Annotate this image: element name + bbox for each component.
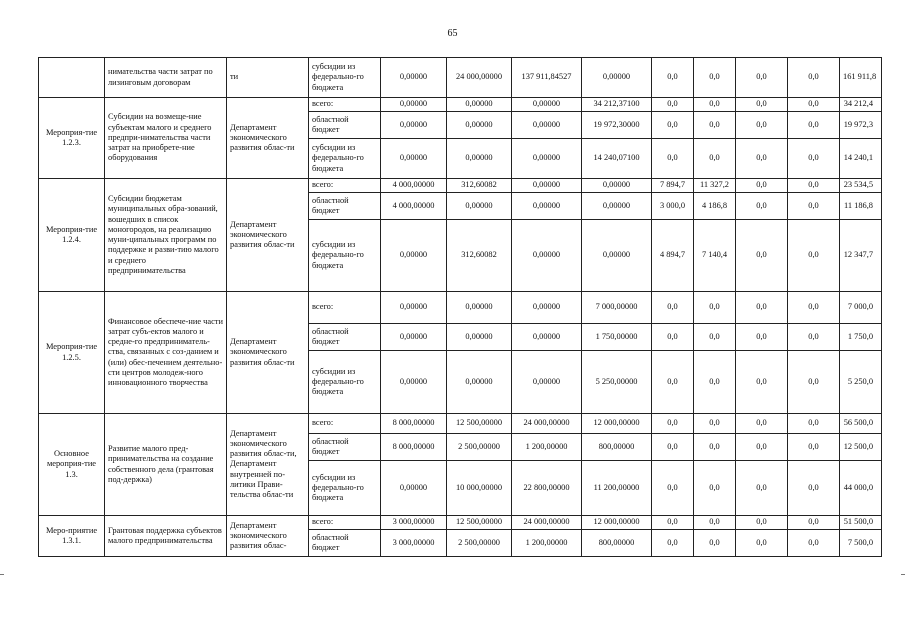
- value-cell: 0,0: [736, 530, 788, 557]
- measure-title-cell: Субсидии на возмеще-ние субъектам малого и среднего предпри-нимательства части затрат на приобрете-ние оборудования: [105, 98, 227, 179]
- total-value-cell: 23 534,5: [840, 179, 882, 193]
- value-cell: 0,00000: [512, 292, 582, 324]
- value-cell: 0,0: [652, 461, 694, 516]
- value-cell: 4 186,8: [694, 193, 736, 220]
- value-cell: 12 000,00000: [582, 516, 652, 530]
- funding-source-cell: областной бюджет: [309, 112, 381, 139]
- value-cell: 0,0: [652, 434, 694, 461]
- funding-source-cell: областной бюджет: [309, 324, 381, 351]
- value-cell: 8 000,00000: [381, 414, 447, 434]
- total-value-cell: 11 186,8: [840, 193, 882, 220]
- table-row: [39, 179, 882, 193]
- value-cell: 137 911,84527: [512, 58, 582, 98]
- total-value-cell: 34 212,4: [840, 98, 882, 112]
- value-cell: 0,0: [652, 351, 694, 414]
- total-value-cell: 5 250,0: [840, 351, 882, 414]
- measure-title-cell: Субсидии бюджетам муниципальных обра-зований, вошедших в список моногородов, на реализацию муни-ципальных программ по поддержке и разви-тию малого и среднего предпринимательства: [105, 179, 227, 292]
- value-cell: 0,0: [694, 139, 736, 179]
- value-cell: 0,0: [652, 414, 694, 434]
- value-cell: 0,0: [652, 516, 694, 530]
- value-cell: 312,60082: [447, 179, 512, 193]
- total-value-cell: 7 000,0: [840, 292, 882, 324]
- funding-source-cell: субсидии из федерально-го бюджета: [309, 461, 381, 516]
- value-cell: 0,00000: [512, 98, 582, 112]
- executor-cell: Департамент экономического развития облас-ти: [227, 98, 309, 179]
- value-cell: 2 500,00000: [447, 434, 512, 461]
- value-cell: 0,0: [788, 434, 840, 461]
- value-cell: 22 800,00000: [512, 461, 582, 516]
- value-cell: 0,0: [736, 112, 788, 139]
- total-value-cell: 161 911,8: [840, 58, 882, 98]
- total-value-cell: 12 500,0: [840, 434, 882, 461]
- value-cell: 24 000,00000: [512, 516, 582, 530]
- value-cell: 10 000,00000: [447, 461, 512, 516]
- total-value-cell: 51 500,0: [840, 516, 882, 530]
- value-cell: 0,00000: [512, 179, 582, 193]
- value-cell: 0,00000: [381, 351, 447, 414]
- value-cell: 0,00000: [381, 98, 447, 112]
- value-cell: 24 000,00000: [512, 414, 582, 434]
- funding-source-cell: областной бюджет: [309, 434, 381, 461]
- value-cell: 0,0: [652, 139, 694, 179]
- value-cell: 0,00000: [381, 58, 447, 98]
- value-cell: 3 000,00000: [381, 530, 447, 557]
- table-row: [39, 516, 882, 530]
- value-cell: 0,0: [788, 193, 840, 220]
- value-cell: 1 200,00000: [512, 530, 582, 557]
- value-cell: 0,0: [694, 58, 736, 98]
- value-cell: 0,0: [736, 461, 788, 516]
- value-cell: 3 000,00000: [381, 516, 447, 530]
- total-value-cell: 19 972,3: [840, 112, 882, 139]
- value-cell: 0,0: [736, 516, 788, 530]
- value-cell: 0,0: [694, 434, 736, 461]
- value-cell: 0,0: [788, 139, 840, 179]
- value-cell: 0,0: [736, 414, 788, 434]
- measure-code-cell: [39, 58, 105, 98]
- value-cell: 0,00000: [582, 220, 652, 292]
- budget-table: [38, 57, 882, 557]
- value-cell: 0,0: [788, 516, 840, 530]
- value-cell: 0,00000: [512, 112, 582, 139]
- measure-title-cell: Развитие малого пред-принимательства на создание собственного дела (грантовая под-держка): [105, 414, 227, 516]
- value-cell: 14 240,07100: [582, 139, 652, 179]
- value-cell: 0,0: [788, 414, 840, 434]
- value-cell: 0,00000: [447, 351, 512, 414]
- measure-code-cell: Меро-приятие 1.3.1.: [39, 516, 105, 557]
- value-cell: 0,0: [736, 292, 788, 324]
- executor-cell: Департамент экономического развития облас-ти: [227, 292, 309, 414]
- value-cell: 12 500,00000: [447, 414, 512, 434]
- value-cell: 0,0: [788, 98, 840, 112]
- funding-source-cell: субсидии из федерально-го бюджета: [309, 351, 381, 414]
- value-cell: 0,0: [736, 434, 788, 461]
- value-cell: 0,0: [736, 193, 788, 220]
- measure-title-cell: нимательства части затрат по лизинговым договорам: [105, 58, 227, 98]
- value-cell: 0,0: [736, 324, 788, 351]
- value-cell: 4 894,7: [652, 220, 694, 292]
- value-cell: 0,0: [694, 324, 736, 351]
- executor-cell: Департамент экономического развития облас-ти, Департамент внутренней по-литики Прави-тельства облас-ти: [227, 414, 309, 516]
- value-cell: 0,0: [788, 58, 840, 98]
- table-row: [39, 414, 882, 434]
- funding-source-cell: субсидии из федерально-го бюджета: [309, 139, 381, 179]
- value-cell: 5 250,00000: [582, 351, 652, 414]
- value-cell: 11 327,2: [694, 179, 736, 193]
- value-cell: 0,0: [652, 112, 694, 139]
- value-cell: 24 000,00000: [447, 58, 512, 98]
- value-cell: 12 500,00000: [447, 516, 512, 530]
- value-cell: 0,0: [694, 461, 736, 516]
- executor-cell: Департамент экономического развития облас-ти: [227, 179, 309, 292]
- total-value-cell: 44 000,0: [840, 461, 882, 516]
- value-cell: 1 750,00000: [582, 324, 652, 351]
- value-cell: 0,0: [788, 112, 840, 139]
- value-cell: 7 000,00000: [582, 292, 652, 324]
- value-cell: 0,0: [788, 351, 840, 414]
- value-cell: 0,00000: [447, 98, 512, 112]
- value-cell: 0,00000: [381, 292, 447, 324]
- value-cell: 0,0: [694, 530, 736, 557]
- executor-cell: ти: [227, 58, 309, 98]
- value-cell: 0,0: [652, 292, 694, 324]
- total-value-cell: 1 750,0: [840, 324, 882, 351]
- value-cell: 0,00000: [512, 324, 582, 351]
- funding-source-cell: субсидии из федерально-го бюджета: [309, 220, 381, 292]
- value-cell: 0,00000: [512, 193, 582, 220]
- value-cell: 8 000,00000: [381, 434, 447, 461]
- table-body: [39, 58, 882, 557]
- value-cell: 0,0: [788, 324, 840, 351]
- total-value-cell: 56 500,0: [840, 414, 882, 434]
- funding-source-cell: субсидии из федерально-го бюджета: [309, 58, 381, 98]
- measure-title-cell: Финансовое обеспече-ние части затрат субъ-ектов малого и средне-го предприниматель-ства, связанных с соз-данием и (или) обес-печением деятельно-сти центров молодеж-ного инновационного творчества: [105, 292, 227, 414]
- value-cell: 800,00000: [582, 434, 652, 461]
- value-cell: 0,0: [694, 112, 736, 139]
- funding-source-cell: всего:: [309, 516, 381, 530]
- value-cell: 0,00000: [582, 179, 652, 193]
- total-value-cell: 12 347,7: [840, 220, 882, 292]
- value-cell: 800,00000: [582, 530, 652, 557]
- page-number: 65: [447, 28, 458, 39]
- value-cell: 7 894,7: [652, 179, 694, 193]
- value-cell: 0,00000: [582, 193, 652, 220]
- value-cell: 0,0: [694, 351, 736, 414]
- value-cell: 0,0: [788, 530, 840, 557]
- measure-title-cell: Грантовая поддержка субъектов малого предпринимательства: [105, 516, 227, 557]
- value-cell: 0,00000: [381, 220, 447, 292]
- value-cell: 0,00000: [447, 193, 512, 220]
- value-cell: 0,0: [694, 414, 736, 434]
- value-cell: 0,00000: [381, 139, 447, 179]
- value-cell: 4 000,00000: [381, 179, 447, 193]
- table-row: [39, 98, 882, 112]
- value-cell: 0,00000: [381, 324, 447, 351]
- total-value-cell: 7 500,0: [840, 530, 882, 557]
- executor-cell: Департамент экономического развития облас-: [227, 516, 309, 557]
- value-cell: 0,0: [788, 461, 840, 516]
- value-cell: 312,60082: [447, 220, 512, 292]
- funding-source-cell: всего:: [309, 98, 381, 112]
- value-cell: 0,0: [652, 98, 694, 112]
- value-cell: 0,0: [652, 324, 694, 351]
- total-value-cell: 14 240,1: [840, 139, 882, 179]
- value-cell: 0,0: [736, 98, 788, 112]
- value-cell: 2 500,00000: [447, 530, 512, 557]
- value-cell: 0,00000: [381, 461, 447, 516]
- measure-code-cell: Мероприя-тие 1.2.5.: [39, 292, 105, 414]
- value-cell: 4 000,00000: [381, 193, 447, 220]
- value-cell: 0,0: [652, 58, 694, 98]
- value-cell: 0,0: [736, 58, 788, 98]
- value-cell: 0,00000: [447, 292, 512, 324]
- value-cell: 0,0: [652, 530, 694, 557]
- value-cell: 0,00000: [582, 58, 652, 98]
- funding-source-cell: областной бюджет: [309, 530, 381, 557]
- value-cell: 12 000,00000: [582, 414, 652, 434]
- measure-code-cell: Мероприя-тие 1.2.4.: [39, 179, 105, 292]
- funding-source-cell: всего:: [309, 414, 381, 434]
- table-row: [39, 292, 882, 324]
- value-cell: 0,00000: [381, 112, 447, 139]
- value-cell: 0,0: [736, 351, 788, 414]
- value-cell: 0,0: [694, 292, 736, 324]
- funding-source-cell: областной бюджет: [309, 193, 381, 220]
- value-cell: 0,0: [736, 179, 788, 193]
- value-cell: 0,00000: [512, 351, 582, 414]
- measure-code-cell: Основное мероприя-тие 1.3.: [39, 414, 105, 516]
- page-edge-mark: [901, 574, 905, 575]
- funding-source-cell: всего:: [309, 179, 381, 193]
- value-cell: 7 140,4: [694, 220, 736, 292]
- value-cell: 0,0: [788, 292, 840, 324]
- value-cell: 19 972,30000: [582, 112, 652, 139]
- funding-source-cell: всего:: [309, 292, 381, 324]
- value-cell: 34 212,37100: [582, 98, 652, 112]
- value-cell: 0,00000: [447, 112, 512, 139]
- value-cell: 0,0: [736, 139, 788, 179]
- page-edge-mark: [0, 574, 4, 575]
- table-row: [39, 58, 882, 98]
- value-cell: 0,00000: [512, 220, 582, 292]
- value-cell: 0,00000: [447, 324, 512, 351]
- measure-code-cell: Мероприя-тие 1.2.3.: [39, 98, 105, 179]
- value-cell: 0,0: [694, 98, 736, 112]
- value-cell: 3 000,0: [652, 193, 694, 220]
- value-cell: 0,00000: [447, 139, 512, 179]
- value-cell: 0,0: [788, 220, 840, 292]
- value-cell: 0,0: [694, 516, 736, 530]
- value-cell: 0,00000: [512, 139, 582, 179]
- value-cell: 0,0: [736, 220, 788, 292]
- value-cell: 1 200,00000: [512, 434, 582, 461]
- value-cell: 0,0: [788, 179, 840, 193]
- value-cell: 11 200,00000: [582, 461, 652, 516]
